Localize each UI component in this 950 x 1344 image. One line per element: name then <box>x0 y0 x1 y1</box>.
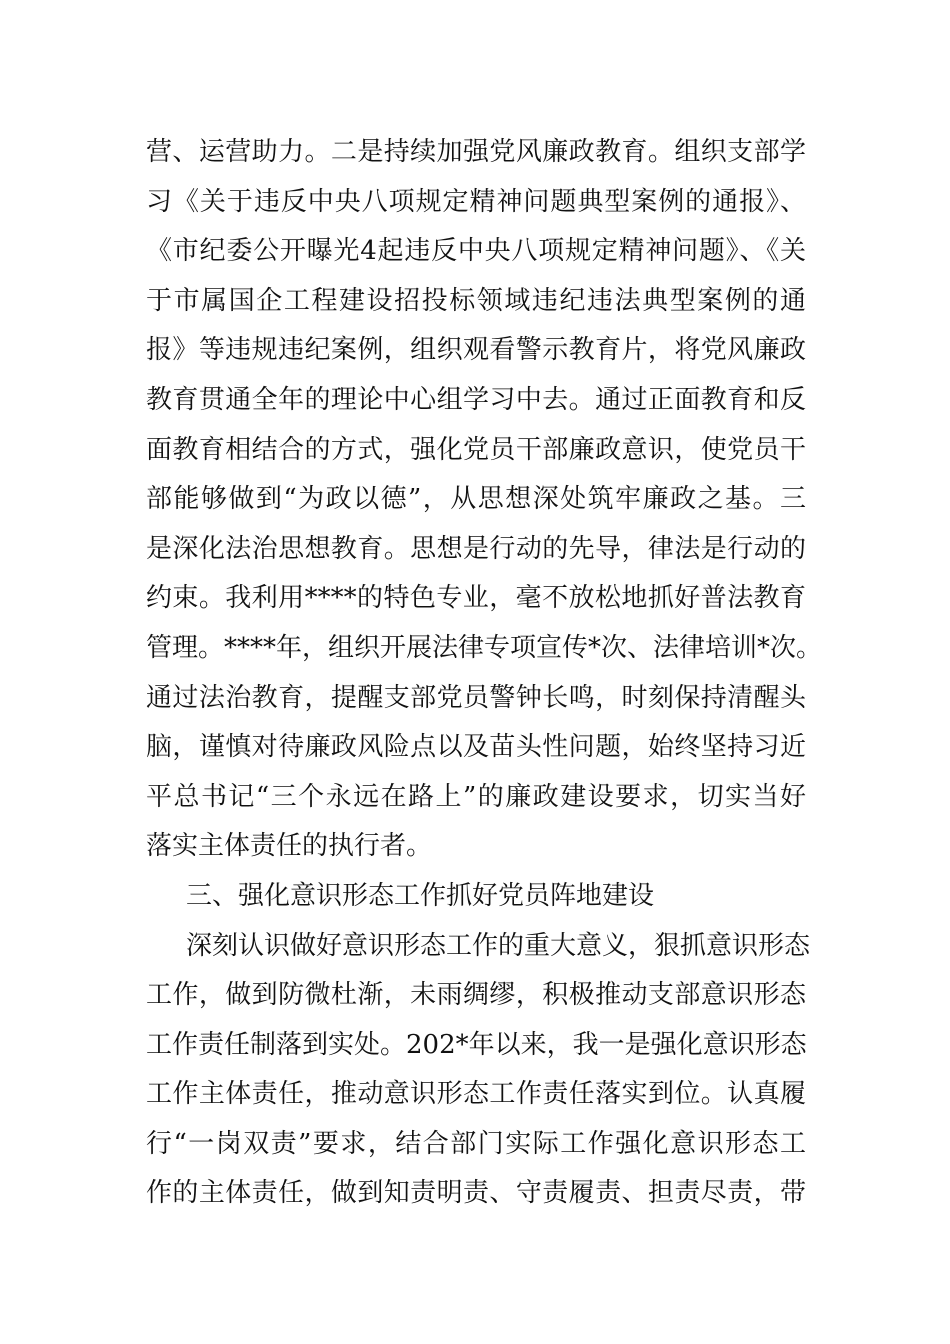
paragraph-line-1: 营、运营助力。二是持续加强党风廉政教育。组织支部学 <box>146 137 806 167</box>
paragraph-line-11: 管理。****年，组织开展法律专项宣传*次、法律培训*次。 <box>146 632 823 663</box>
paragraph-line-3: 《市纪委公开曝光4起违反中央八项规定精神问题》、《关 <box>146 236 806 267</box>
paragraph-line-15: 落实主体责任的执行者。 <box>146 831 433 862</box>
paragraph-line-14: 平总书记“三个永远在路上”的廉政建设要求，切实当好 <box>146 781 806 812</box>
section-line-4: 工作主体责任，推动意识形态工作责任落实到位。认真履 <box>146 1079 806 1110</box>
paragraph-line-9: 是深化法治思想教育。思想是行动的先导，律法是行动的 <box>146 533 806 564</box>
section-line-5: 行“一岗双责”要求，结合部门实际工作强化意识形态工 <box>146 1128 806 1159</box>
paragraph-line-6: 教育贯通全年的理论中心组学习中去。通过正面教育和反 <box>146 384 806 415</box>
paragraph-line-10: 约束。我利用****的特色专业，毫不放松地抓好普法教育 <box>146 583 806 614</box>
section-heading: 三、强化意识形态工作抓好党员阵地建设 <box>186 880 655 911</box>
section-line-2: 工作，做到防微杜渐，未雨绸缪，积极推动支部意识形态 <box>146 980 806 1011</box>
paragraph-line-8: 部能够做到“为政以德”，从思想深处筑牢廉政之基。三 <box>146 484 806 515</box>
paragraph-line-4: 于市属国企工程建设招投标领域违纪违法典型案例的通 <box>146 285 806 316</box>
paragraph-line-7: 面教育相结合的方式，强化党员干部廉政意识，使党员干 <box>146 434 806 465</box>
document-body <box>146 128 823 1219</box>
section-line-1: 深刻认识做好意识形态工作的重大意义，狠抓意识形态 <box>186 930 811 961</box>
section-line-6: 作的主体责任，做到知责明责、守责履责、担责尽责，带 <box>146 1178 806 1209</box>
paragraph-line-12: 通过法治教育，提醒支部党员警钟长鸣，时刻保持清醒头 <box>146 682 806 713</box>
paragraph-line-2: 习《关于违反中央八项规定精神问题典型案例的通报》、 <box>146 186 806 217</box>
paragraph-line-5: 报》等违规违纪案例，组织观看警示教育片，将党风廉政 <box>146 335 806 366</box>
paragraph-line-13: 脑，谨慎对待廉政风险点以及苗头性问题，始终坚持习近 <box>146 732 806 763</box>
section-line-3: 工作责任制落到实处。202*年以来，我一是强化意识形态 <box>146 1029 807 1060</box>
